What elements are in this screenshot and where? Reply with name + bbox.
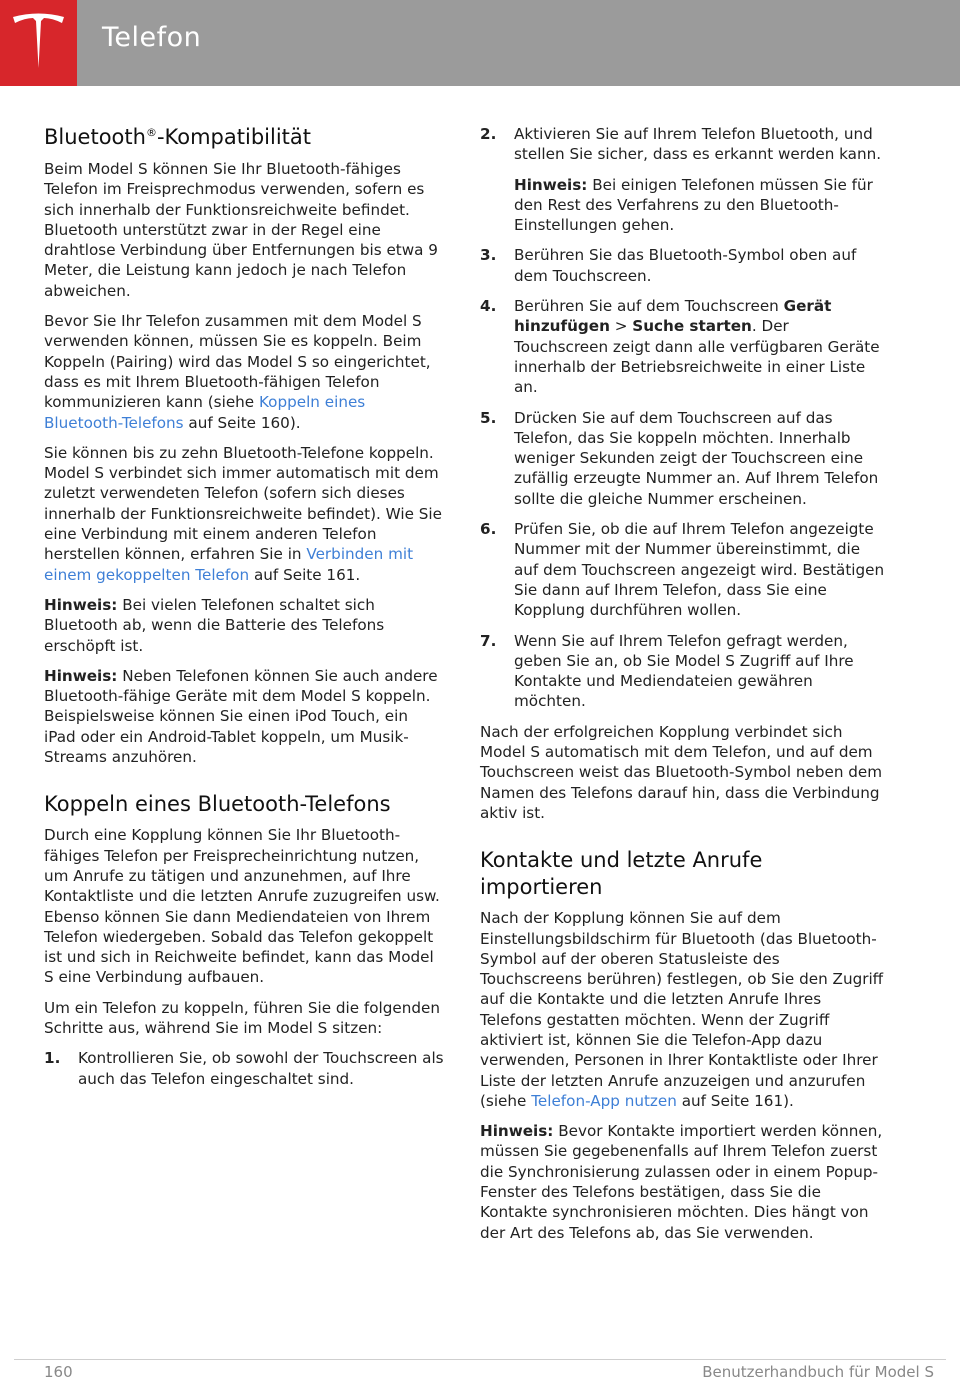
page-number: 160 — [44, 1363, 73, 1381]
link-verbinden[interactable]: Verbinden mit einem gekoppelten Telefon — [44, 545, 414, 584]
note-label: Hinweis: — [44, 666, 118, 685]
step-item — [480, 124, 885, 235]
step-number: 7. — [480, 631, 497, 650]
ui-label-geraet-hinzufuegen: Gerät hinzufügen — [514, 297, 832, 336]
step-item — [480, 245, 885, 286]
ui-label-suche-starten: Suche starten — [632, 317, 752, 336]
page-header — [0, 0, 960, 86]
section-heading-bluetooth-compat: Bluetooth®-Kompatibilität — [44, 125, 311, 149]
step-number: 5. — [480, 408, 497, 427]
note-label: Hinweis: — [44, 595, 118, 614]
note: Hinweis: Bevor Kontakte importiert werden können, müssen Sie gegebenenfalls auf Ihrem Telefon zuerst die Synchronisierung zulassen oder in einem Popup-Fenster des Telefons bestätigen, dass Sie die Kontakte synchronisieren möchten. Dies hängt von der Art des Telefons ab, das Sie verwenden. — [480, 1122, 883, 1242]
link-telefon-app[interactable]: Telefon-App nutzen — [531, 1091, 677, 1110]
tesla-logo-icon — [11, 13, 66, 71]
step-item — [44, 1048, 444, 1089]
step-item — [480, 631, 885, 712]
step-text: Berühren Sie das Bluetooth-Symbol oben auf dem Touchscreen. — [514, 246, 857, 285]
brand-logo-box — [0, 0, 77, 86]
link-koppeln[interactable]: Koppeln eines Bluetooth-Telefons — [44, 393, 366, 432]
note: Hinweis: Neben Telefonen können Sie auch andere Bluetooth-fähige Geräte mit dem Model S koppeln. Beispielsweise können Sie einen iPod Touch, ein iPad oder ein Android-Tablet koppeln, um Musik-Streams anzuhören. — [44, 666, 438, 767]
note-label: Hinweis: — [480, 1122, 554, 1141]
paragraph: Durch eine Kopplung können Sie Ihr Bluetooth-fähiges Telefon per Freisprecheinrichtung nutzen, um Anrufe zu tätigen und anzunehmen, auf Ihre Kontaktliste und die letzten Anrufe zuzugreifen usw. Ebenso können Sie dann Mediendateien von Ihrem Telefon wiedergeben. Sobald das Telefon gekoppelt ist und sich in Reichweite befindet, kann das Model S eine Verbindung aufbauen. — [44, 826, 440, 987]
page-title: Telefon — [102, 22, 202, 53]
paragraph: Um ein Telefon zu koppeln, führen Sie die folgenden Schritte aus, während Sie im Model S sitzen: — [44, 998, 440, 1037]
note-label: Hinweis: — [514, 175, 588, 194]
left-column — [44, 124, 444, 1099]
step-item — [480, 296, 885, 397]
paragraph: Beim Model S können Sie Ihr Bluetooth-fähiges Telefon im Freisprechmodus verwenden, sofern es sich innerhalb der Funktionsreichweite befindet. Bluetooth unterstützt zwar in der Regel eine drahtlose Verbindung über Entfernungen bis etwa 9 Meter, die Leistung kann jedoch je nach Telefon abweichen. — [44, 160, 438, 300]
footer-divider — [14, 1359, 946, 1360]
section-heading-kontakte: Kontakte und letzte Anrufe importieren — [480, 848, 763, 900]
step-number: 3. — [480, 246, 497, 265]
note: Hinweis: Bei einigen Telefonen müssen Sie für den Rest des Verfahrens zu den Bluetooth-Einstellungen gehen. — [514, 175, 873, 235]
step-number: 4. — [480, 297, 497, 316]
step-text: Berühren Sie auf dem Touchscreen Gerät hinzufügen > Suche starten. Der Touchscreen zeigt dann alle verfügbaren Geräte innerhalb der Betriebsreichweite in einer Liste an. — [514, 297, 880, 397]
paragraph: Sie können bis zu zehn Bluetooth-Telefone koppeln. Model S verbindet sich immer automatisch mit dem zuletzt verwendeten Telefon (sofern sich dieses innerhalb der Funktionsreichweite befindet). Wie Sie eine Verbindung mit einem anderen Telefon herstellen können, erfahren Sie in Verbinden mit einem gekoppelten Telefon auf Seite 161. — [44, 443, 442, 584]
step-number: 6. — [480, 520, 497, 539]
step-item — [480, 408, 885, 509]
right-column — [480, 124, 885, 1253]
step-number: 1. — [44, 1049, 61, 1068]
step-text: Aktivieren Sie auf Ihrem Telefon Bluetooth, und stellen Sie sicher, dass es erkannt werden kann. — [514, 125, 882, 164]
paragraph: Bevor Sie Ihr Telefon zusammen mit dem Model S verwenden können, müssen Sie es koppeln. Beim Koppeln (Pairing) wird das Model S so eingerichtet, dass es mit Ihrem Bluetooth-fähigen Telefon kommunizieren kann (siehe Koppeln eines Bluetooth-Telefons auf Seite 160). — [44, 312, 431, 432]
step-text: Prüfen Sie, ob die auf Ihrem Telefon angezeigte Nummer mit der Nummer übereinstimmt, die auf dem Touchscreen angezeigt wird. Bestätigen Sie dann auf Ihrem Telefon, dass Sie eine Kopplung durchführen wollen. — [514, 520, 885, 620]
paragraph: Nach der erfolgreichen Kopplung verbindet sich Model S automatisch mit dem Telefon, und auf dem Touchscreen weist das Bluetooth-Symbol neben dem Namen des Telefons darauf hin, dass die Verbindung aktiv ist. — [480, 722, 883, 822]
paragraph: Nach der Kopplung können Sie auf dem Einstellungsbildschirm für Bluetooth (das Bluetooth-Symbol auf der oberen Statusleiste des Touchscreens berühren) festlegen, ob Sie den Zugriff auf die Kontakte und die letzten Anrufe Ihres Telefons gestatten möchten. Wenn der Zugriff aktiviert ist, können Sie die Telefon-App dazu verwenden, Personen in Ihrer Kontaktliste oder Ihrer Liste der letzten Anrufe anzuzeigen und anzurufen (siehe Telefon-App nutzen auf Seite 161). — [480, 909, 884, 1110]
step-number: 2. — [480, 125, 497, 143]
step-text: Wenn Sie auf Ihrem Telefon gefragt werden, geben Sie an, ob Sie Model S Zugriff auf Ihre Kontakte und Mediendateien gewähren möchten. — [514, 631, 854, 711]
step-text: Kontrollieren Sie, ob sowohl der Touchscreen als auch das Telefon eingeschaltet sind. — [78, 1049, 444, 1088]
step-text: Drücken Sie auf dem Touchscreen auf das Telefon, das Sie koppeln möchten. Innerhalb weniger Sekunden zeigt der Touchscreen eine zufällig erzeugte Nummer an. Auf Ihrem Telefon sollte die gleiche Nummer erscheinen. — [514, 408, 879, 508]
step-item — [480, 519, 885, 620]
note: Hinweis: Bei vielen Telefonen schaltet sich Bluetooth ab, wenn die Batterie des Telefons erschöpft ist. — [44, 595, 385, 655]
section-heading-koppeln: Koppeln eines Bluetooth-Telefons — [44, 792, 391, 817]
footer-title: Benutzerhandbuch für Model S — [702, 1363, 934, 1381]
